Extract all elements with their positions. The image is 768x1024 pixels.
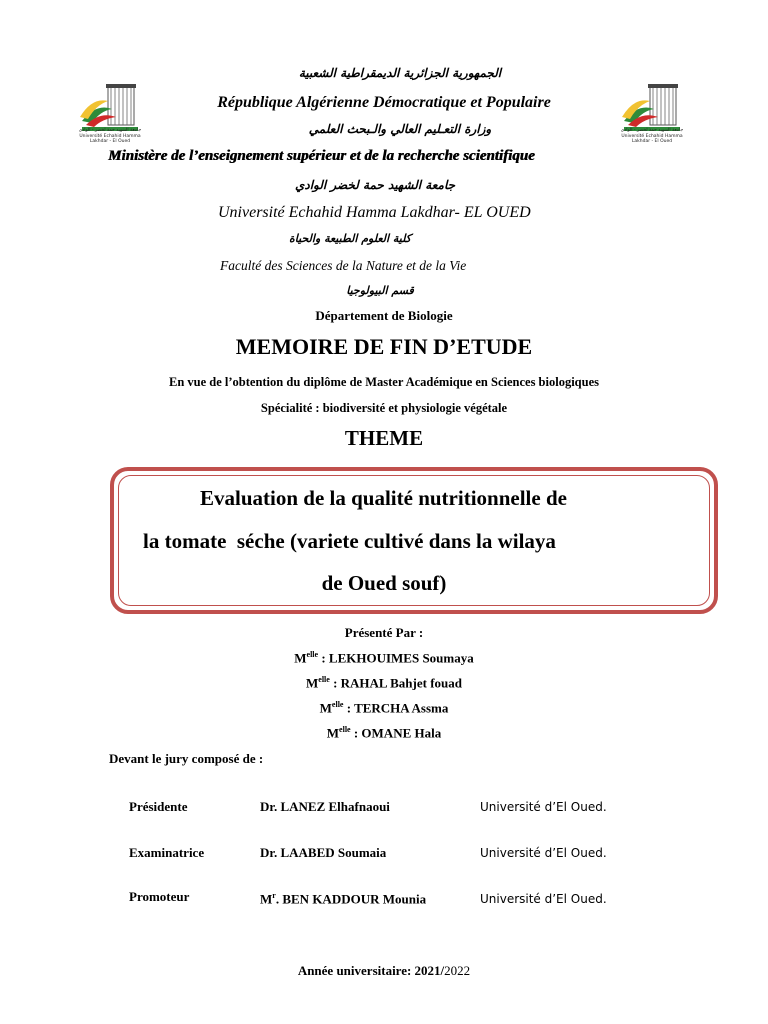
jury-name-text: . BEN KADDOUR Mounia [275, 891, 427, 907]
student-line [0, 700, 768, 716]
theme-title-line-2: la tomate séche (variete cultivé dans la wilaya [143, 529, 556, 553]
student-title-sup: elle [306, 650, 319, 659]
arabic-republic-line: الجمهورية الجزائرية الديمقراطية الشعبية [298, 66, 502, 80]
student-line [0, 725, 768, 741]
student-name: : RAHAL Bahjet fouad [329, 675, 462, 691]
jury-name: Dr. LAABED Soumaia [260, 845, 387, 860]
academic-year-label: Année universitaire: 2021/ [297, 963, 445, 978]
logo-caption-latin: Université Echahid Hamma Lakhdar - El Oued [621, 134, 683, 144]
jury-label: Devant le jury composé de : [109, 751, 264, 766]
arabic-faculty-line: كلية العلوم الطبيعة والحياة [289, 232, 411, 245]
jury-row [0, 799, 768, 819]
arabic-ministry-line: وزارة التعـليم العالي والـبحث العلمي [308, 122, 492, 136]
arabic-department-line: قسم البيولوجيا [346, 284, 414, 297]
faculty-line: Faculté des Sciences de la Nature et de la Vie [220, 258, 467, 273]
jury-institution: Université d’El Oued. [480, 846, 607, 860]
presented-label: Présenté Par : [344, 625, 424, 640]
theme-title-line-3: de Oued souf) [321, 571, 447, 595]
memoire-subtitle: En vue de l’obtention du diplôme de Master Académique en Sciences biologiques [168, 375, 599, 389]
student-line [0, 650, 768, 666]
student-prefix: M [294, 650, 307, 666]
jury-row [0, 845, 768, 865]
jury-row [0, 889, 768, 909]
logo-caption-arabic: جامعة الشهيد حمة لخضر - الوادي [78, 128, 142, 133]
jury-name-sup: r [272, 891, 276, 900]
student-line [0, 675, 768, 691]
student-prefix: M [319, 700, 332, 716]
jury-role: Promoteur [129, 889, 190, 904]
jury-name-prefix: M [260, 891, 273, 907]
jury-role: Examinatrice [129, 845, 205, 860]
academic-year-end: 2022 [444, 963, 471, 978]
ministry-line: Ministère de l’enseignement supérieur et de la recherche scientifique [108, 148, 535, 164]
arabic-university-line: جامعة الشهيد حمة لخضر الوادي [294, 178, 456, 192]
student-title-sup: elle [331, 700, 344, 709]
student-title-sup: elle [318, 675, 330, 684]
student-prefix: M [326, 725, 340, 741]
logo-caption-latin: Université Echahid Hamma Lakhdar - El Oued [79, 134, 141, 144]
jury-role: Présidente [129, 799, 188, 814]
republic-line: République Algérienne Démocratique et Populaire [217, 94, 551, 111]
theme-label: THEME [344, 426, 424, 450]
jury-name: Dr. LANEZ Elhafnaoui [260, 799, 390, 814]
student-title-sup: elle [339, 725, 351, 734]
jury-institution: Université d’El Oued. [480, 800, 607, 814]
logo-caption-arabic: جامعة الشهيد حمة لخضر - الوادي [620, 128, 684, 133]
jury-name [260, 891, 426, 907]
speciality-line: Spécialité : biodiversité et physiologie végétale [260, 401, 508, 415]
department-line: Département de Biologie [315, 308, 453, 323]
student-name: : OMANE Hala [350, 725, 442, 741]
theme-title-line-1: Evaluation de la qualité nutritionnelle de [200, 486, 567, 510]
university-line: Université Echahid Hamma Lakdhar- EL OUED [218, 204, 531, 221]
student-prefix: M [305, 675, 319, 691]
student-name: : TERCHA Assma [343, 700, 449, 716]
memoire-title: MEMOIRE DE FIN D’ETUDE [235, 334, 533, 359]
student-name: : LEKHOUIMES Soumaya [318, 650, 474, 666]
academic-year [0, 963, 768, 979]
jury-institution: Université d’El Oued. [480, 892, 607, 906]
